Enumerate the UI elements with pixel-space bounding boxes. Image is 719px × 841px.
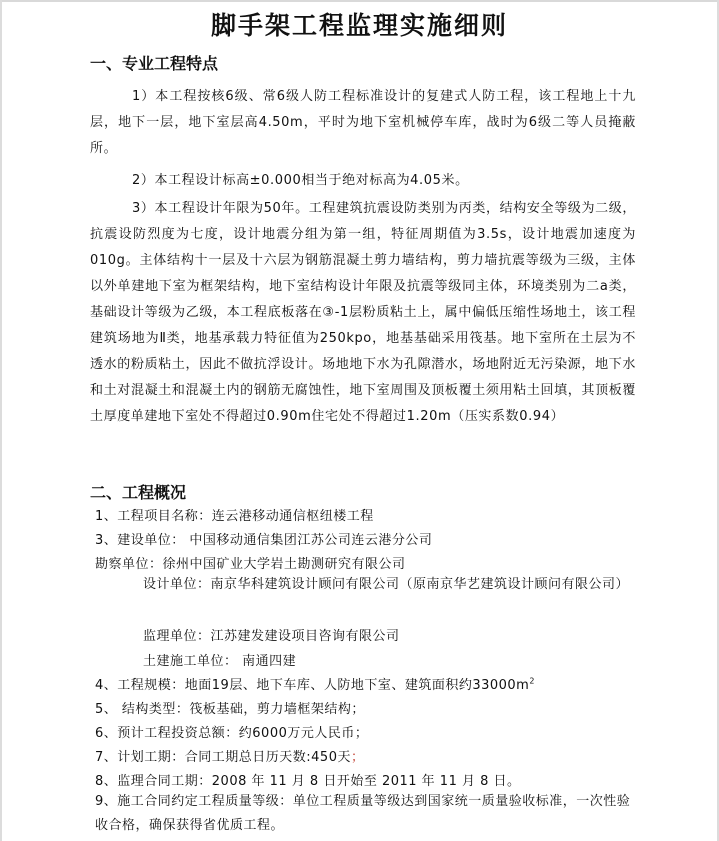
overview-design-unit: 设计单位：南京华科建筑设计顾问有限公司（原南京华艺建筑设计顾问有限公司）	[143, 577, 630, 592]
overview-survey-unit: 勘察单位：徐州中国矿业大学岩土勘测研究有限公司	[95, 557, 406, 572]
scale-superscript: 2	[529, 676, 535, 686]
overview-item-quality: 9、施工合同约定工程质量等级：单位工程质量等级达到国家统一质量验收标准，一次性验收合格，确保获得省优质工程。	[95, 794, 631, 833]
features-paragraph-3: 3）本工程设计年限为50年。工程建筑抗震设防类别为丙类，结构安全等级为二级，抗震设防烈度为七度，设计地震分组为第一组，特征周期值为3.5s，设计地震加速度为010g。主体结构十一层及十六层为钢筋混凝土剪力墙结构，剪力墙抗震等级为三级，主体以外单建地下室为框架结构，地下室结构设计年限及抗震等级同主体，环境类别为二a类，基础设计等级为乙级，本工程底板落在③-1层粉质粘土上，属中偏低压缩性场地土，该工程建筑场地为Ⅱ类，地基承载力特征值为250kpo，地基基础采用筏基。地下室所在土层为不透水的粉质粘土，因此不做抗浮设计。场地地下水为孔隙潜水，场地附近无污染源，地下水和土对混凝土和混凝土内的钢筋无腐蚀性，地下室周围及顶板覆土须用粘土回填，其顶板覆土厚度单建地下室处不得超过0.90m住宅处不得超过1.20m（压实系数0.94）	[90, 201, 636, 424]
overview-item-structure: 5、 结构类型：筏板基础，剪力墙框架结构；	[95, 702, 365, 717]
overview-item-schedule	[95, 746, 364, 765]
overview-item-investment: 6、预计工程投资总额：约6000万元人民币；	[95, 726, 369, 741]
document-title: 脚手架工程监理实施细则	[210, 11, 508, 40]
section-heading-features: 一、专业工程特点	[90, 54, 219, 73]
section-heading-overview: 二、工程概况	[90, 483, 187, 502]
overview-item-scale	[95, 674, 535, 693]
features-paragraph-2: 2）本工程设计标高±0.000相当于绝对标高为4.05米。	[132, 173, 469, 188]
overview-item-contract-period: 8、监理合同工期：2008 年 11 月 8 日开始至 2011 年 11 月 8 日。	[95, 774, 521, 789]
schedule-text: 7、计划工期：合同工期总日历天数:450天	[95, 750, 351, 765]
features-paragraph-1: 1）本工程按核6级、常6级人防工程标准设计的复建式人防工程，该工程地上十九层，地下一层，地下室层高4.50m，平时为地下室机械停车库，战时为6级二等人员掩蔽所。	[90, 89, 636, 156]
overview-item-project-name: 1、工程项目名称：连云港移动通信枢纽楼工程	[95, 509, 374, 524]
overview-supervision-unit: 监理单位：江苏建发建设项目咨询有限公司	[143, 629, 400, 644]
schedule-semicolon: ；	[350, 750, 365, 765]
scale-text: 4、工程规模：地面19层、地下车库、人防地下室、建筑面积约33000m	[95, 678, 530, 693]
overview-construction-unit: 土建施工单位： 南通四建	[143, 654, 297, 669]
overview-item-owner: 3、建设单位： 中国移动通信集团江苏公司连云港分公司	[95, 533, 433, 548]
